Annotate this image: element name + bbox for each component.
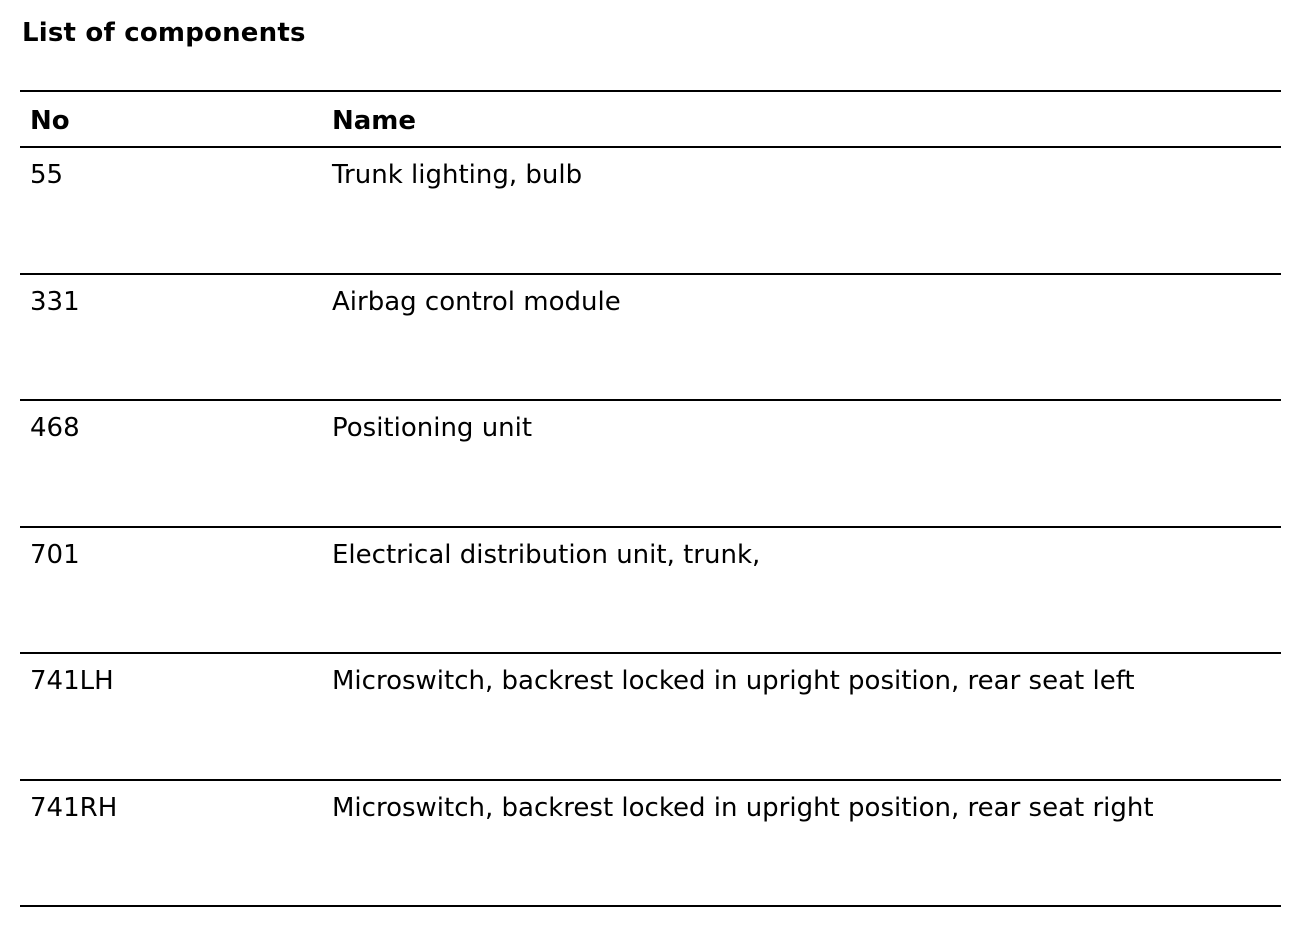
- component-name: Trunk lighting, bulb: [332, 160, 583, 190]
- table-row: [20, 148, 1281, 275]
- component-number: 701: [30, 539, 80, 570]
- component-number: 331: [30, 286, 80, 317]
- component-number: 741LH: [30, 666, 114, 696]
- component-name: Electrical distribution unit, trunk,: [332, 539, 761, 570]
- component-name: Microswitch, backrest locked in upright position, rear seat right: [332, 792, 1154, 823]
- component-name: Airbag control module: [332, 286, 621, 317]
- table-row: [20, 528, 1281, 655]
- column-header-name: Name: [332, 106, 417, 136]
- component-name: Microswitch, backrest locked in upright position, rear seat left: [332, 666, 1135, 696]
- component-number: 55: [30, 160, 64, 190]
- component-number: 741RH: [30, 792, 118, 823]
- components-table: [20, 90, 1281, 907]
- table-row: [20, 275, 1281, 402]
- table-row: [20, 654, 1281, 781]
- table-row: [20, 781, 1281, 908]
- page-title: List of components: [22, 18, 306, 48]
- table-header-row: [20, 92, 1281, 148]
- table-row: [20, 401, 1281, 528]
- component-name: Positioning unit: [332, 413, 533, 443]
- component-number: 468: [30, 413, 80, 443]
- column-header-no: No: [30, 106, 70, 136]
